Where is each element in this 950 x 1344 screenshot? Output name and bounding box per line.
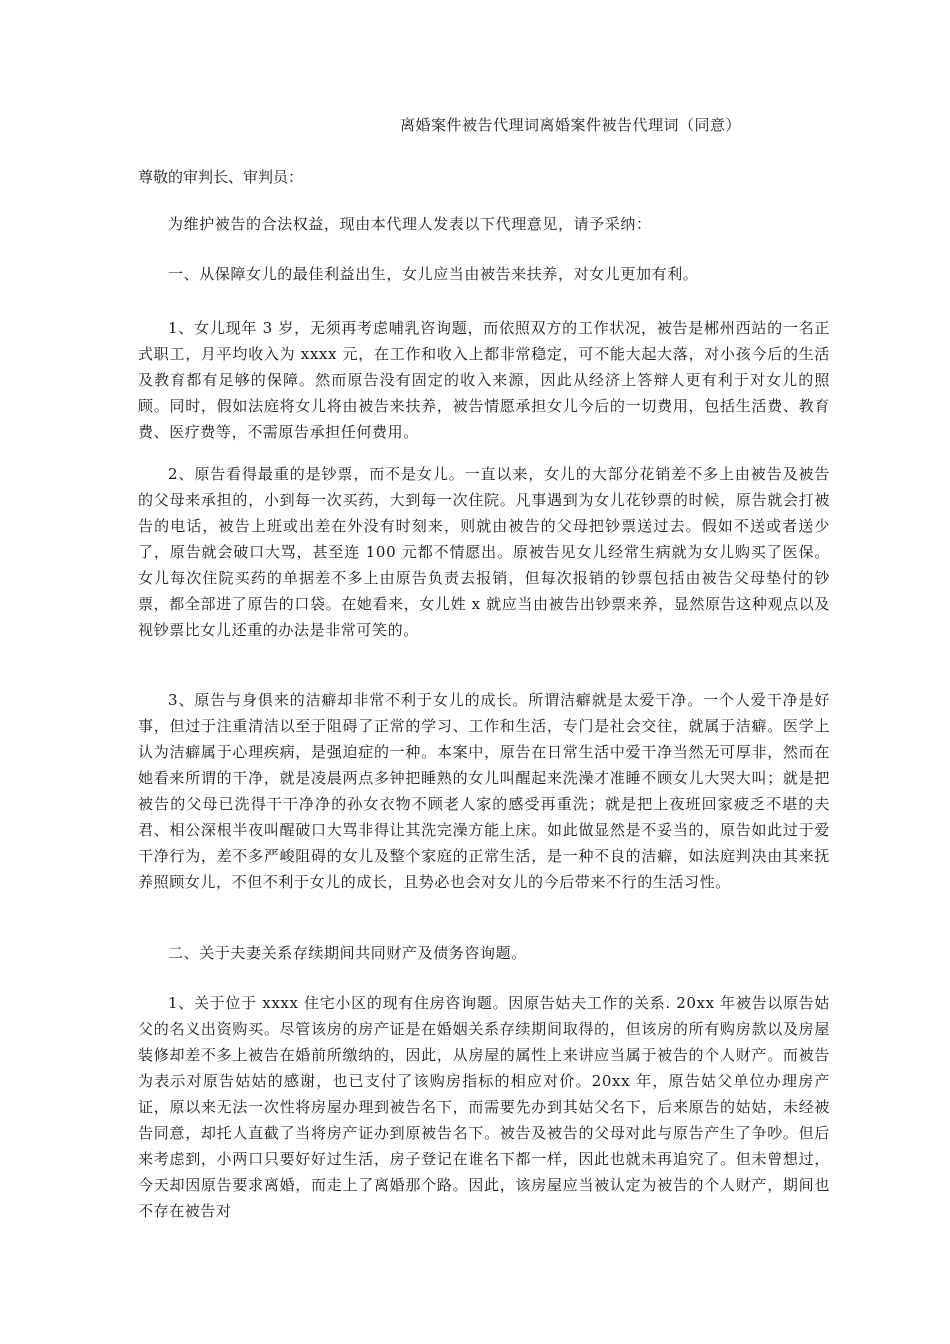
document-title: 离婚案件被告代理词离婚案件被告代理词（同意）: [400, 116, 742, 134]
section-1-item-1: 1、女儿现年 3 岁，无须再考虑哺乳咨询题，而依照双方的工作状况，被告是郴州西站的一名正式职工，月平均收入为 xxxx 元，在工作和收入上都非常稳定，可不能大起大落，对小孩今后的生活及教育都有足够的保障。然而原告没有固定的收入来源，因此从经济上答辩人更有利于对女儿的照顾。同时，假如法庭将女儿将由被告来扶养，被告情愿承担女儿今后的一切费用，包括生活费、教育费、医疗费等，不需原告承担任何费用。: [138, 319, 830, 441]
section-1-item-3: 3、原告与身俱来的洁癖却非常不利于女儿的成长。所谓洁癖就是太爱干净。一个人爱干净是好事，但过于注重清洁以至于阻碍了正常的学习、工作和生活，专门是社会交往，就属于洁癖。医学上认为洁癖属于心理疾病，是强迫症的一种。本案中，原告在日常生活中爱干净当然无可厚非，然而在她看来所谓的干净，就是凌晨两点多钟把睡熟的女儿叫醒起来洗澡才准睡不顾女儿大哭大叫；就是把被告的父母已洗得干干净净的孙女衣物不顾老人家的感受再重洗；就是把上夜班回家疲乏不堪的夫君、相公深根半夜叫醒破口大骂非得让其洗完澡方能上床。如此做显然是不妥当的，原告如此过于爱干净行为，差不多严峻阻碍的女儿及整个家庭的正常生活，是一种不良的洁癖，如法庭判决由其来抚养照顾女儿，不但不利于女儿的成长，且势必也会对女儿的今后带来不行的生活习性。: [138, 691, 830, 891]
salutation: 尊敬的审判长、审判员：: [138, 168, 304, 186]
section-2-item-1: 1、关于位于 xxxx 住宅小区的现有住房咨询题。因原告姑夫工作的关系. 20xx 年被告以原告姑父的名义出资购买。尽管该房的房产证是在婚姻关系存续期间取得的，但该房的所有购房款以及房屋装修却差不多上被告在婚前所缴纳的，因此，从房屋的属性上来讲应当属于被告的个人财产。而被告为表示对原告姑姑的感谢，也已支付了该购房指标的相应对价。20xx 年，原告姑父单位办理房产证，原以来无法一次性将房屋办理到被告名下，而需要先办到其姑父名下，后来原告的姑姑，未经被告同意，却托人直截了当将房产证办到原被告名下。被告及被告的父母对此与原告产生了争吵。但后来考虑到，小两口只要好好过生活，房子登记在谁名下都一样，因此也就未再追究了。但未曾想过，今天却因原告要求离婚，而走上了离婚那个路。因此，该房屋应当被认定为被告的个人财产，期间也不存在被告对: [138, 994, 830, 1220]
intro-paragraph: 为维护被告的合法权益，现由本代理人发表以下代理意见，请予采纳：: [168, 215, 652, 233]
section-1-heading: 一、从保障女儿的最佳利益出生，女儿应当由被告来扶养，对女儿更加有利。: [168, 265, 699, 283]
section-2-heading: 二、关于夫妻关系存续期间共同财产及债务咨询题。: [168, 944, 527, 962]
section-1-item-2: 2、原告看得最重的是钞票，而不是女儿。一直以来，女儿的大部分花销差不多上由被告及被告的父母来承担的，小到每一次买药，大到每一次住院。凡事遇到为女儿花钞票的时候，原告就会打被告的电话，被告上班或出差在外没有时刻来，则就由被告的父母把钞票送过去。假如不送或者送少了，原告就会破口大骂，甚至连 100 元都不情愿出。原被告见女儿经常生病就为女儿购买了医保。女儿每次住院买药的单据差不多上由原告负责去报销，但每次报销的钞票包括由被告父母垫付的钞票，都全部进了原告的口袋。在她看来，女儿姓 x 就应当由被告出钞票来养，显然原告这种观点以及视钞票比女儿还重的办法是非常可笑的。: [138, 465, 830, 639]
